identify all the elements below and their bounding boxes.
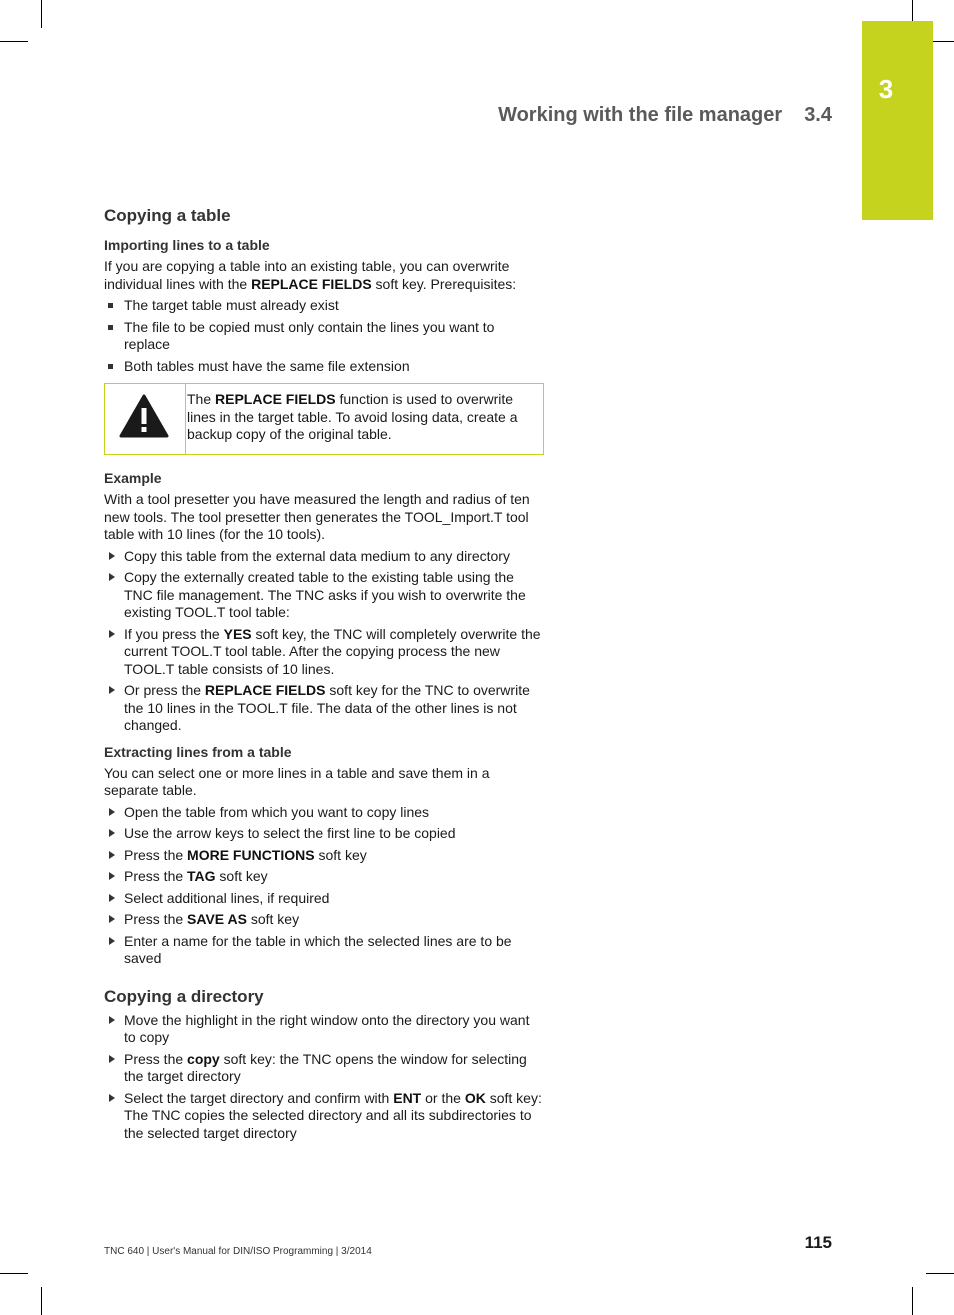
list-item: The target table must already exist (104, 297, 544, 315)
text: soft key (246, 911, 300, 927)
softkey-save-as: SAVE AS (187, 911, 247, 927)
step-item (104, 825, 544, 843)
text: Enter a name for the table in which the selected lines are to be saved (124, 932, 512, 966)
text: Press the (124, 846, 188, 863)
step-item (104, 933, 544, 968)
text: If you are copying a table into an existing table, you can overwrite individual lines with the (104, 258, 510, 292)
text: Use the arrow keys to select the first line to be copied (124, 825, 456, 841)
section-title: Working with the file manager (498, 104, 783, 126)
step-item (104, 890, 544, 908)
text: Select additional lines, if required (124, 889, 330, 906)
softkey-copy: copy (187, 1050, 220, 1067)
warning-box (104, 383, 544, 455)
softkey-tag: TAG (187, 868, 216, 884)
crop-mark (41, 0, 42, 28)
step-item (104, 569, 544, 622)
importing-intro (104, 258, 544, 293)
text: soft key (215, 868, 268, 884)
step-item (104, 804, 544, 822)
text: The (187, 391, 216, 407)
section-number: 3.4 (804, 104, 832, 126)
step-item (104, 911, 544, 929)
example-steps (104, 548, 544, 735)
subheading-extracting: Extracting lines from a table (104, 743, 292, 760)
text: Copy the externally created table to the existing table using the TNC file management. The TNC asks if you wish to overwrite the existing TOOL.T tool table: (124, 569, 526, 620)
text: soft key (314, 846, 367, 863)
text: Open the table from which you want to copy lines (124, 803, 430, 820)
page-number: 115 (804, 1233, 832, 1252)
step-item (104, 1051, 544, 1086)
crop-mark (912, 1287, 913, 1315)
step-item (104, 682, 544, 735)
extracting-steps (104, 804, 544, 968)
text: Copy this table from the external data medium to any directory (124, 547, 510, 564)
subheading-importing: Importing lines to a table (104, 237, 270, 253)
prerequisites-list (104, 297, 544, 375)
text: soft key: The TNC copies the selected directory and all its subdirectories to the selected target directory (124, 1089, 542, 1141)
step-item (104, 1090, 544, 1143)
warning-icon (119, 394, 169, 438)
text: Press the (124, 868, 188, 884)
text: function is used to overwrite lines in the target table. To avoid losing data, create a backup copy of the original table. (187, 391, 518, 442)
softkey-replace-fields: REPLACE FIELDS (204, 682, 326, 698)
text: Select the target directory and confirm with (124, 1089, 394, 1106)
softkey-more-functions: MORE FUNCTIONS (187, 846, 315, 863)
crop-mark (0, 41, 28, 42)
softkey-replace-fields: REPLACE FIELDS (215, 391, 336, 407)
warning-text (187, 391, 535, 444)
step-item (104, 868, 544, 886)
softkey-replace-fields: REPLACE FIELDS (251, 275, 372, 292)
heading-copying-table: Copying a table (104, 206, 231, 225)
chapter-number: 3 (878, 74, 894, 104)
text: Move the highlight in the right window onto the directory you want to copy (124, 1011, 530, 1045)
crop-mark (41, 1287, 42, 1315)
text: soft key for the TNC to overwrite the 10 lines in the TOOL.T file. The data of the other lines is not changed. (124, 682, 530, 733)
step-item (104, 626, 544, 679)
heading-copying-directory: Copying a directory (104, 986, 264, 1006)
example-intro: With a tool presetter you have measured the length and radius of ten new tools. The tool presetter then generates the TOOL_Import.T tool table with 10 lines (for the 10 tools). (104, 491, 530, 542)
text: soft key: the TNC opens the window for selecting the target directory (124, 1050, 527, 1084)
text: If you press the (124, 625, 224, 642)
step-item (104, 1012, 544, 1047)
footer-text: TNC 640 | User's Manual for DIN/ISO Programming | 3/2014 (104, 1246, 372, 1257)
directory-steps (104, 1012, 544, 1143)
main-content (104, 205, 544, 1142)
text: Or press the (124, 682, 205, 698)
text: soft key. Prerequisites: (371, 275, 517, 292)
text: Press the (124, 1050, 188, 1067)
text: or the (421, 1089, 465, 1106)
text: Press the (124, 911, 188, 927)
text: soft key, the TNC will completely overwrite the current TOOL.T tool table. After the copying process the new TOOL.T table consists of 10 lines. (124, 625, 541, 677)
crop-mark (0, 1273, 28, 1274)
step-item (104, 847, 544, 865)
chapter-tab (862, 21, 933, 220)
subheading-example: Example (104, 470, 162, 486)
list-item: The file to be copied must only contain the lines you want to replace (104, 319, 544, 354)
divider (185, 384, 186, 454)
key-ent: ENT (393, 1089, 422, 1106)
softkey-yes: YES (223, 625, 252, 642)
extracting-intro: You can select one or more lines in a table and save them in a separate table. (104, 764, 490, 798)
list-item: Both tables must have the same file extension (104, 358, 544, 376)
crop-mark (926, 1273, 954, 1274)
running-head (420, 103, 832, 127)
softkey-ok: OK (464, 1089, 486, 1106)
step-item (104, 548, 544, 566)
